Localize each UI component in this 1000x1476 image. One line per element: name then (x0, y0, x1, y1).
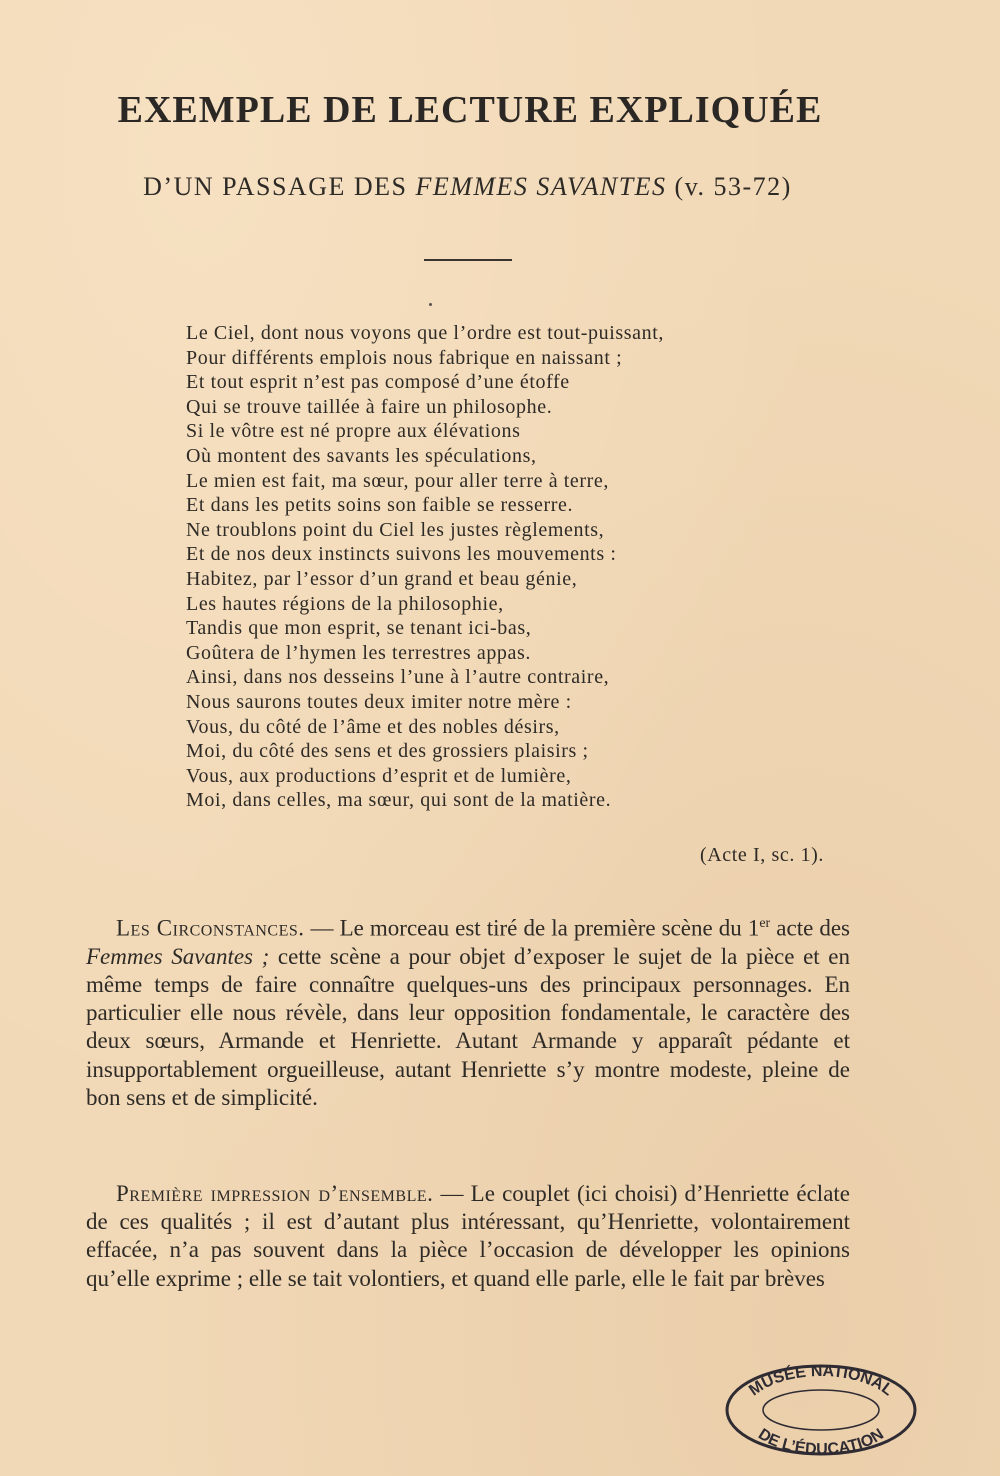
stamp-inner-ring (763, 1390, 879, 1430)
paragraph-heading: Les Circonstances. (116, 915, 305, 941)
subtitle-before: D’UN PASSAGE DES (143, 172, 416, 201)
title-rule (424, 259, 512, 261)
paragraph-text: — Le morceau est tiré de la première scène du 1 (304, 915, 760, 941)
paragraph-text: cette scène a pour objet d’exposer le sujet de la pièce et en même temps de faire connaître quelques-uns des principaux personnages. En particulier elle nous révèle, dans leur opposition fondamentale, le caractère des deux sœurs, Armande et Henriette. Autant Armande y apparaît pédante et insupportablement orgueilleuse, autant Henriette s’y montre modeste, pleine de bon sens et de simplicité. (86, 943, 850, 1110)
poem-line: Ainsi, dans nos desseins l’une à l’autre contraire, (186, 666, 610, 689)
paragraph-circonstances (86, 910, 850, 1112)
poem-line: Moi, du côté des sens et des grossiers plaisirs ; (186, 740, 589, 763)
poem-line: Si le vôtre est né propre aux élévations (186, 420, 521, 443)
poem-line: Goûtera de l’hymen les terrestres appas. (186, 641, 531, 664)
svg-text:MUSÉE NATIONAL (746, 1363, 896, 1400)
poem-line: Les hautes régions de la philosophie, (186, 592, 504, 615)
poem-line: Le mien est fait, ma sœur, pour aller terre à terre, (186, 469, 609, 492)
poem-line: Vous, aux productions d’esprit et de lumière, (186, 764, 572, 787)
poem-line: Et dans les petits soins son faible se resserre. (186, 494, 574, 517)
poem-line: Vous, du côté de l’âme et des nobles désirs, (186, 715, 560, 738)
poem-line: Nous saurons toutes deux imiter notre mère : (186, 690, 572, 713)
superscript: er (759, 916, 771, 931)
poem-line: Tandis que mon esprit, se tenant ici-bas, (186, 617, 532, 640)
page-title: EXEMPLE DE LECTURE EXPLIQUÉE (117, 89, 823, 131)
paragraph-text: — Le couplet (ici choisi) d’Henriette éclate de ces qualités ; il est d’autant plus intéressant, qu’Henriette, volontairement effacée, n’a pas souvent dans la pièce l’occasion de développer les opinions qu’elle exprime ; elle se tait volontiers, et quand elle parle, elle le fait par brèves (86, 1181, 850, 1291)
stamp-text-top: MUSÉE NATIONAL (746, 1362, 897, 1400)
paragraph-text: acte des (770, 915, 850, 941)
paragraph-heading: Première impression d’ensemble. (116, 1181, 434, 1206)
museum-stamp (722, 1358, 920, 1458)
subtitle-after: (v. 53-72) (666, 172, 792, 201)
poem-line: Le Ciel, dont nous voyons que l’ordre est tout-puissant, (186, 322, 664, 344)
italic-work-title: Femmes Savantes ; (86, 943, 270, 969)
poem-line: Et tout esprit n’est pas composé d’une étoffe (186, 371, 570, 394)
poem-line: Où montent des savants les spéculations, (186, 444, 537, 467)
stamp-text-bottom: DE L’ÉDUCATION (755, 1425, 887, 1458)
subtitle-italic-title: FEMMES SAVANTES (415, 172, 667, 201)
poem-line: Pour différents emplois nous fabrique en naissant ; (186, 346, 623, 369)
poem-excerpt (186, 321, 806, 813)
poem-line: Ne troublons point du Ciel les justes règlements, (186, 518, 605, 541)
ornament-dot (429, 303, 432, 306)
paragraph-premiere-impression (86, 1180, 850, 1293)
poem-line: Habitez, par l’essor d’un grand et beau génie, (186, 567, 578, 590)
poem-citation: (Acte I, sc. 1). (700, 844, 824, 866)
page-subtitle (0, 172, 935, 202)
poem-line: Qui se trouve taillée à faire un philosophe. (186, 395, 553, 418)
poem-line: Et de nos deux instincts suivons les mouvements : (186, 543, 617, 566)
poem-line: Moi, dans celles, ma sœur, qui sont de la matière. (186, 789, 612, 812)
